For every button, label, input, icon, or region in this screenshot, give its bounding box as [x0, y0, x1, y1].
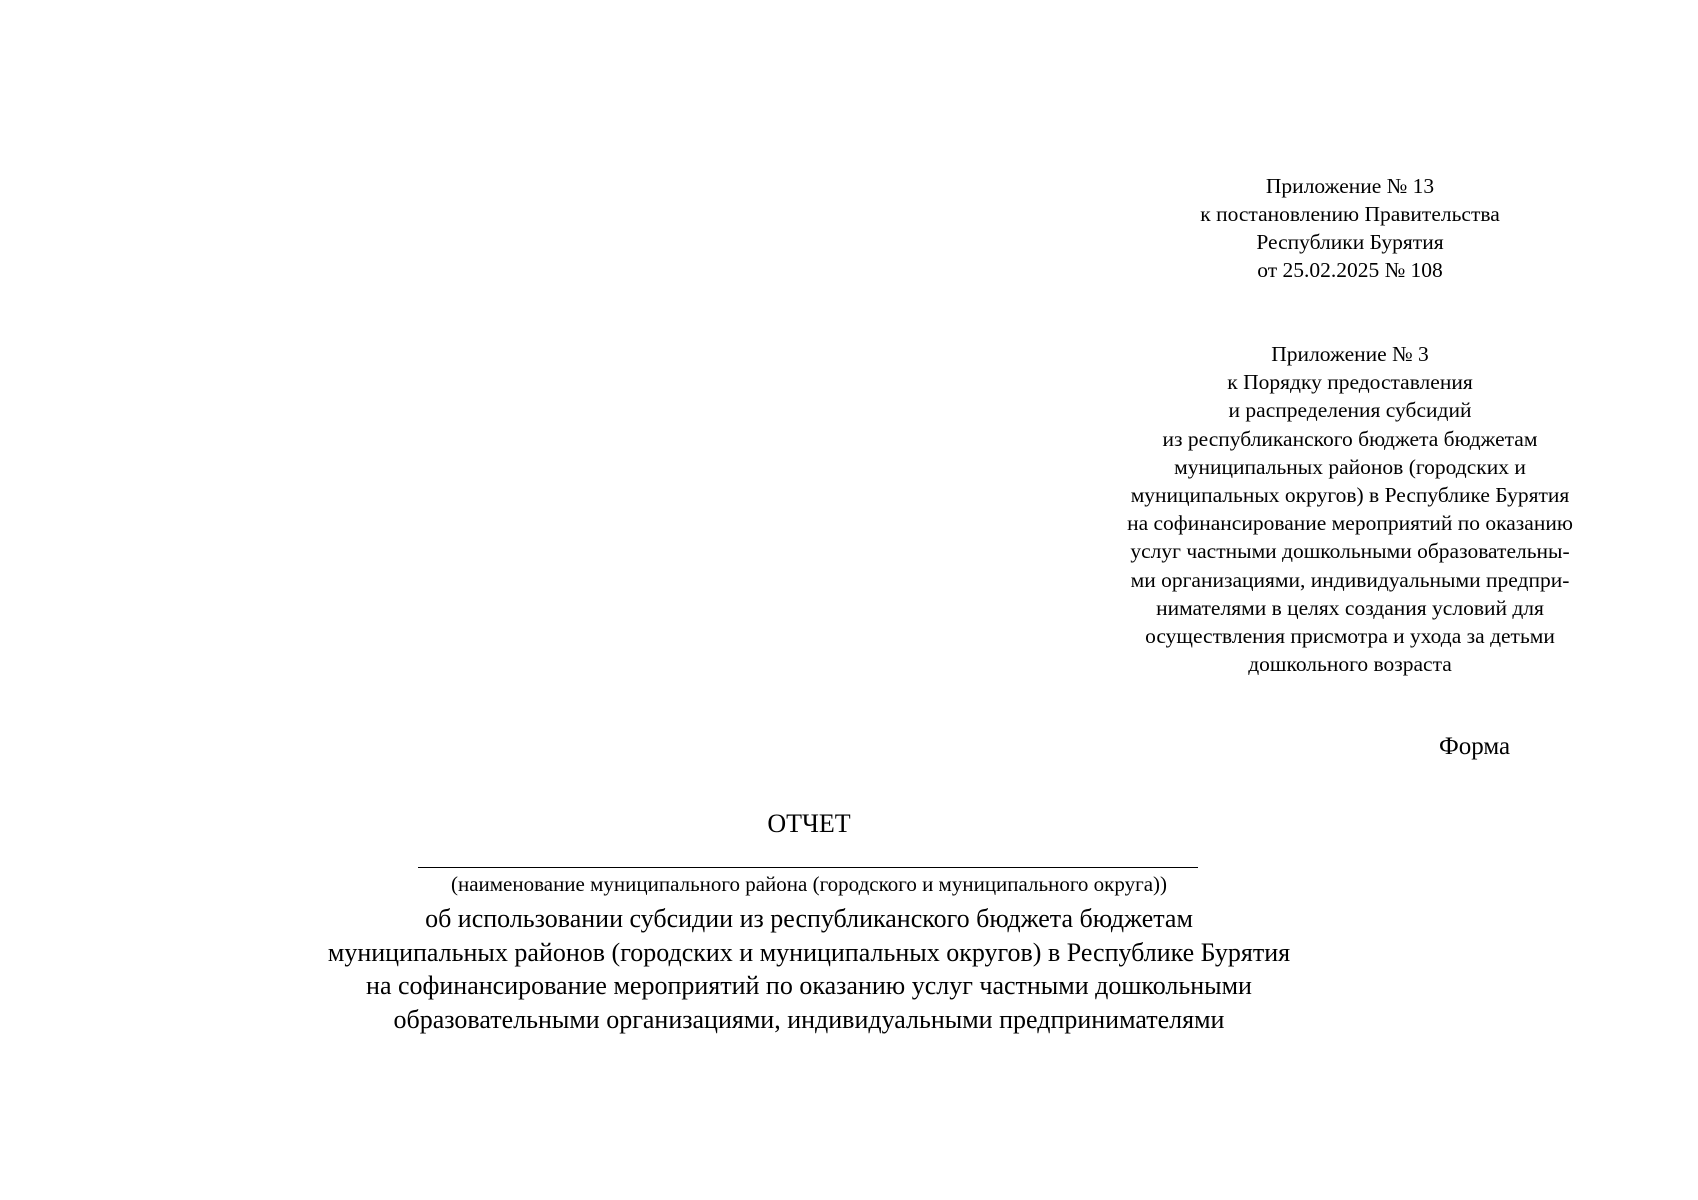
appendix-13-line: Республики Бурятия — [1256, 230, 1444, 254]
municipality-name-caption: (наименование муниципального района (городского и муниципального округа)) — [450, 872, 1168, 896]
appendix-3-line: услуг частными дошкольными образовательны- — [1130, 539, 1570, 564]
appendix-3-line: муниципальных округов) в Республике Бурятия — [1130, 483, 1570, 508]
report-subject-line: об использовании субсидии из республиканского бюджета бюджетам — [425, 904, 1193, 933]
appendix-13-line: от 25.02.2025 № 108 — [1257, 258, 1443, 282]
report-title: ОТЧЕТ — [767, 809, 851, 838]
appendix-3-line: Приложение № 3 — [1271, 342, 1429, 366]
appendix-13-header — [1170, 172, 1530, 284]
appendix-3-line: осуществления присмотра и ухода за детьми — [1145, 624, 1555, 649]
appendix-13-line: к постановлению Правительства — [1200, 202, 1500, 226]
form-label: Форма — [1439, 733, 1511, 760]
appendix-3-line: дошкольного возраста — [1248, 652, 1452, 677]
appendix-3-line: на софинансирование мероприятий по оказанию — [1127, 511, 1573, 536]
report-subject-line: на софинансирование мероприятий по оказанию услуг частными дошкольными — [366, 971, 1252, 1000]
appendix-3-line: нимателями в целях создания условий для — [1156, 595, 1544, 620]
appendix-3-line: ми организациями, индивидуальными предпри- — [1130, 567, 1570, 592]
appendix-13-line: Приложение № 13 — [1265, 174, 1435, 198]
report-subject — [0, 902, 1618, 1036]
appendix-3-header — [1070, 340, 1630, 678]
report-subject-line: образовательными организациями, индивидуальными предпринимателями — [393, 1004, 1225, 1034]
appendix-3-line: из республиканского бюджета бюджетам — [1162, 426, 1538, 451]
report-subject-line: муниципальных районов (городских и муниципальных округов) в Республике Бурятия — [327, 937, 1291, 967]
appendix-3-line: к Порядку предоставления — [1227, 370, 1473, 395]
appendix-3-line: и распределения субсидий — [1228, 398, 1472, 423]
appendix-3-line: муниципальных районов (городских и — [1174, 454, 1526, 479]
municipality-name-line — [418, 867, 1198, 868]
